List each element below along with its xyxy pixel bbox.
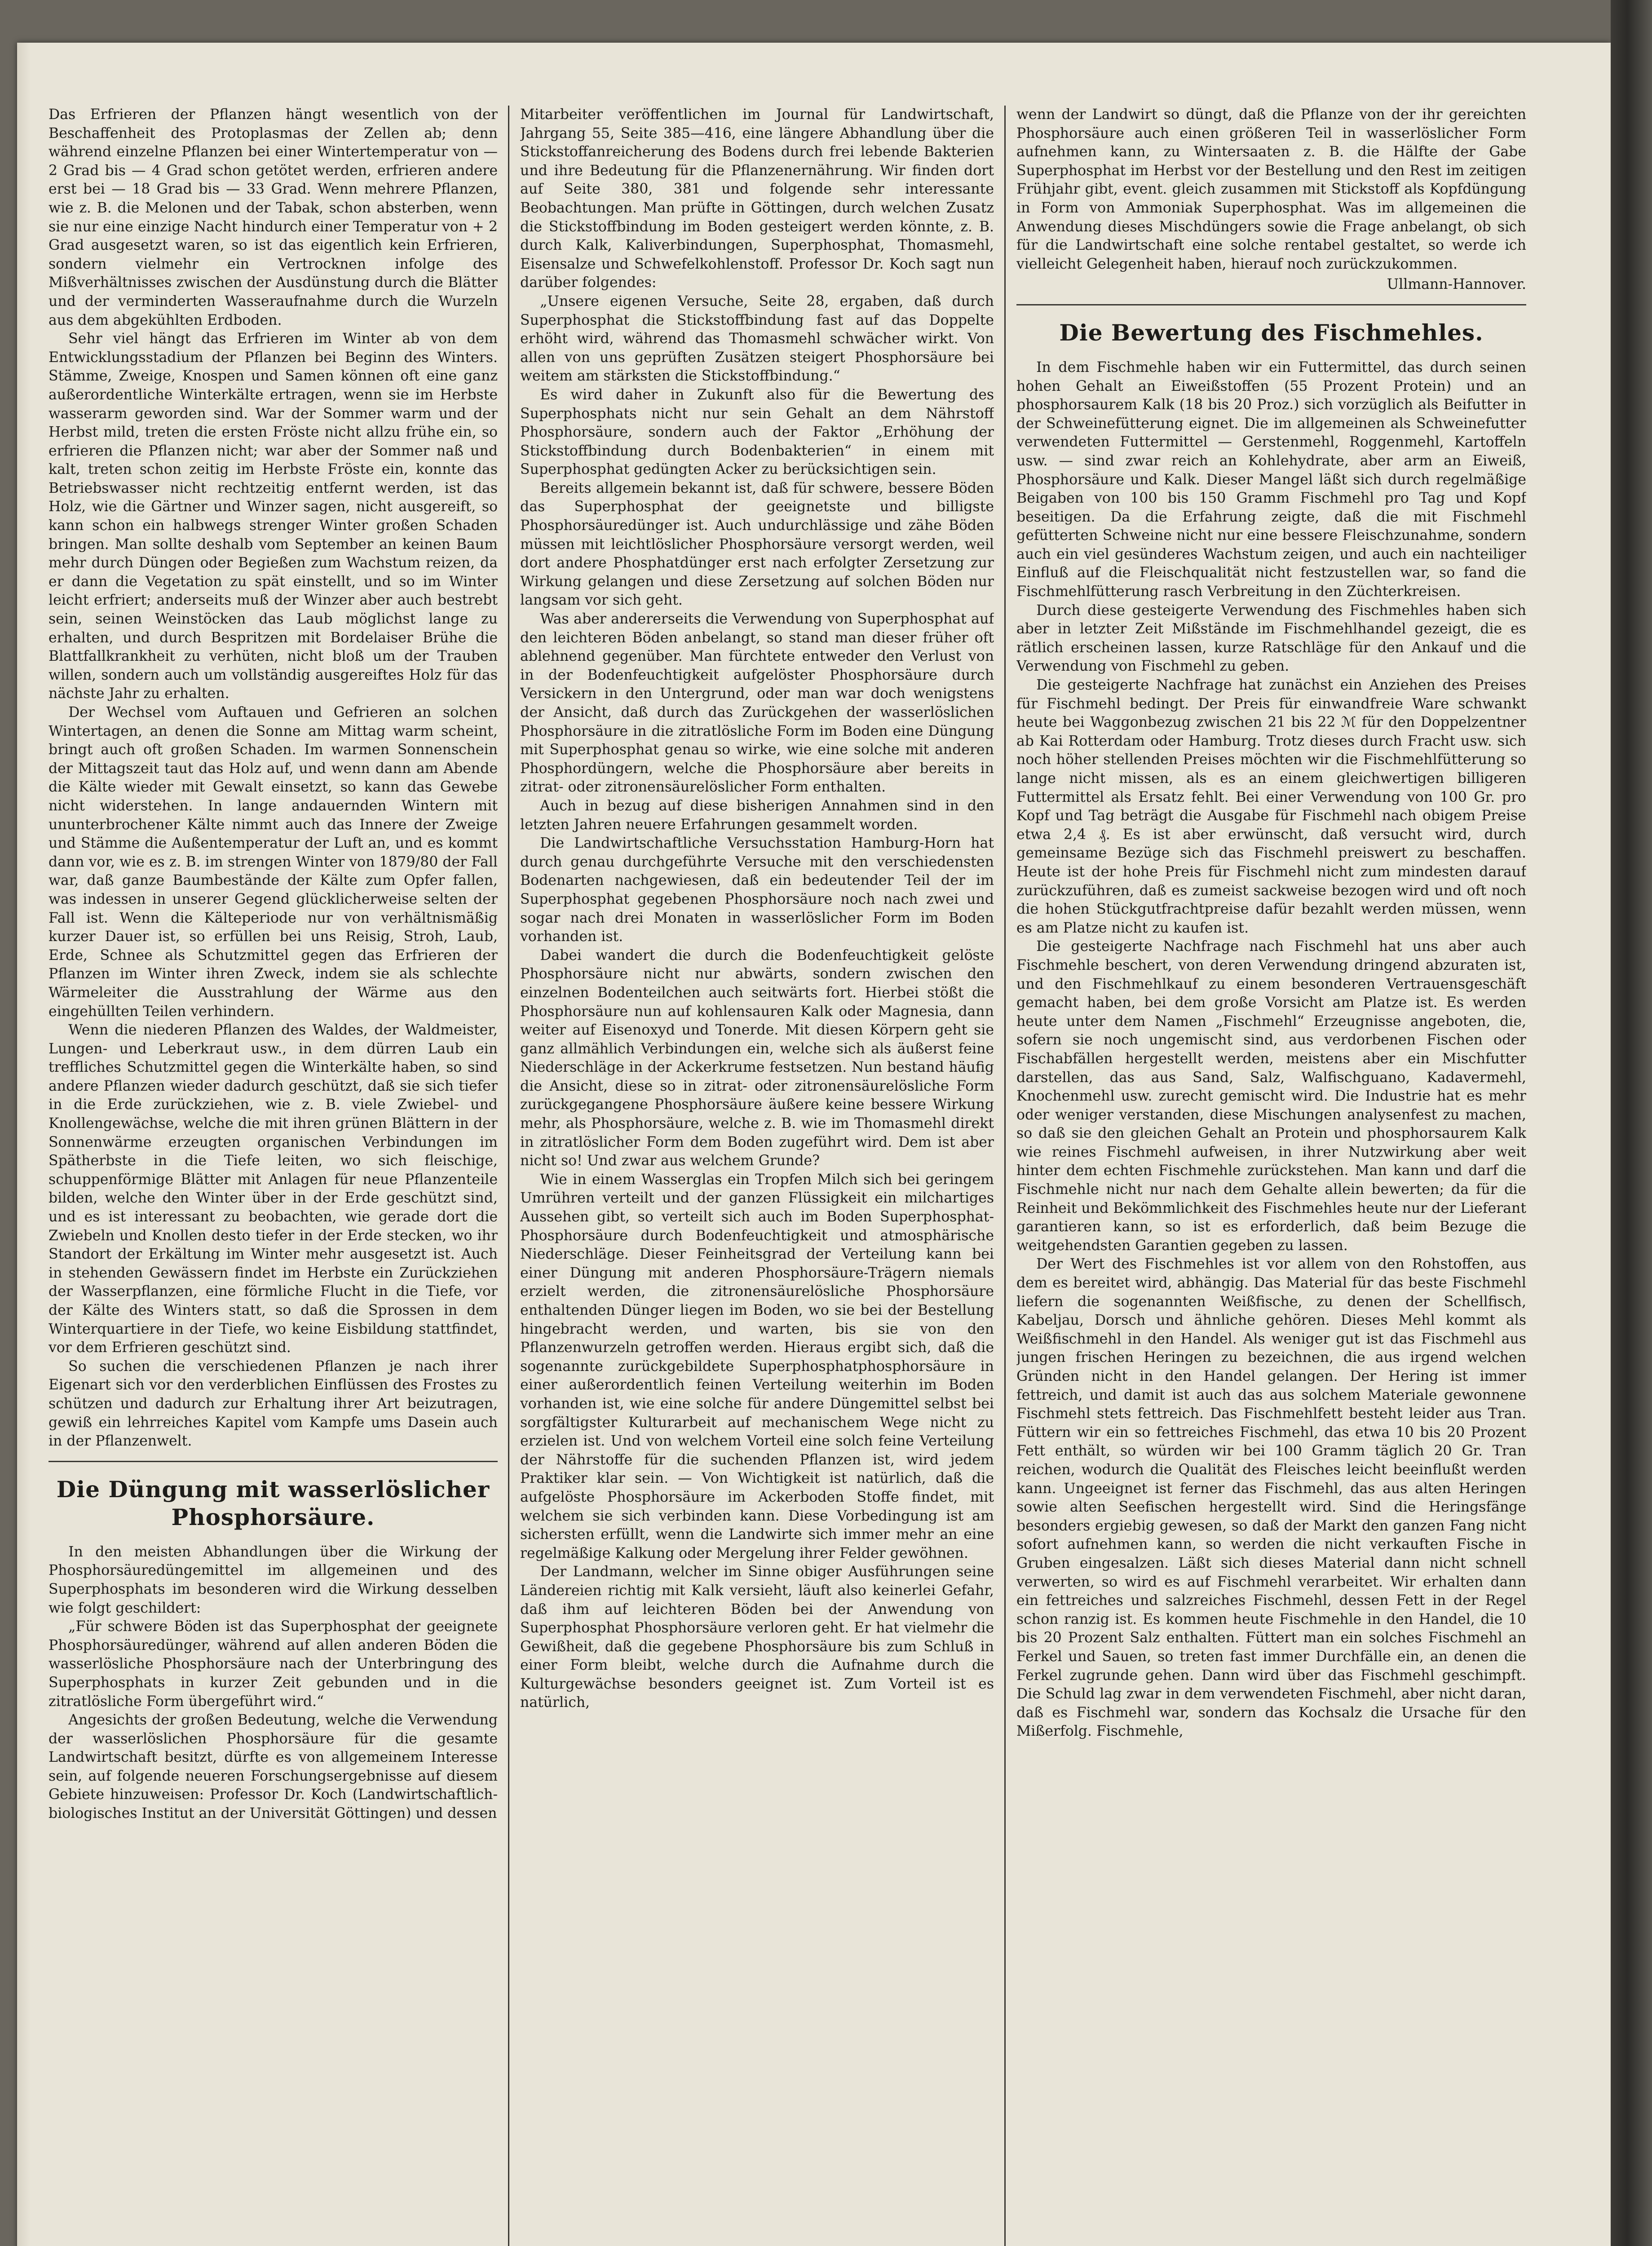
paragraph: wenn der Landwirt so düngt, daß die Pflanze von der ihr gereichten Phosphorsäure auch einen größeren Teil in wasserlöslicher Form aufnehmen kann, zu Wintersaaten z. B. die Hälfte der Gabe Superphosphat im Herbst vor der Bestellung und den Rest im zeitigen Frühjahr gibt, event. gleich zusammen mit Stickstoff als Kopfdüngung in Form von Ammoniak Superphosphat. Was im allgemeinen die Anwendung dieses Mischdüngers sowie die Frage anbelangt, ob sich für die Landwirtschaft eine solche rentabel gestaltet, so werde ich vielleicht Gelegenheit haben, hierauf noch zurückzukommen. <box>1016 106 1526 272</box>
paragraph: Auch in bezug auf diese bisherigen Annahmen sind in den letzten Jahren neuere Erfahrungen gesammelt worden. <box>520 797 994 833</box>
paragraph: So suchen die verschiedenen Pflanzen je nach ihrer Eigenart sich vor den verderblichen Einflüssen des Frostes zu schützen und dadurch zur Erhaltung ihrer Art beizutragen, gewiß ein lehrreiches Kapitel vom Kampfe ums Dasein auch in der Pflanzenwelt. <box>49 1358 498 1450</box>
paragraph: Der Landmann, welcher im Sinne obiger Ausführungen seine Ländereien richtig mit Kalk versieht, läuft also keinerlei Gefahr, daß ihm auf leichteren Böden bei der Anwendung von Superphosphat Phosphorsäure verloren geht. Er hat vielmehr die Gewißheit, daß die gegebene Phosphorsäure bis zum Schluß in einer Form bleibt, welche durch die Aufnahme durch die Kulturgewächse besonders geeignet ist. Zum Vorteil ist es natürlich, <box>520 1564 994 1711</box>
paragraph: Der Wechsel vom Auftauen und Gefrieren an solchen Wintertagen, an denen die Sonne am Mittag warm scheint, bringt auch oft großen Schaden. Im warmen Sonnenschein der Mittagszeit taut das Holz auf, und wenn dann am Abende die Kälte wieder mit Gewalt einsetzt, so kann das Gewebe nicht widerstehen. In lange andauernden Wintern mit ununterbrochener Kälte nimmt auch das Innere der Zweige und Stämme die Außentemperatur der Luft an, und es kommt dann vor, wie es z. B. im strengen Winter von 1879/80 der Fall war, daß ganze Baumbestände der Kälte zum Opfer fallen, was indessen in unserer Gegend glücklicherweise selten der Fall ist. Wenn die Kälteperiode nur von verhältnismäßig kurzer Dauer ist, so erfüllen bei uns Reisig, Stroh, Laub, Erde, Schnee als Schutzmittel gegen das Erfrieren der Pflanzen im Winter ihren Zweck, indem sie als schlechte Wärmeleiter die Ausstrahlung der Wärme aus den eingehüllten Teilen verhindern. <box>49 704 498 1020</box>
paragraph: Was aber andererseits die Verwendung von Superphosphat auf den leichteren Böden anbelangt, so stand man dieser früher oft ablehnend gegenüber. Man fürchtete entweder den Verlust von in der Bodenfeuchtigkeit aufgelöster Phosphorsäure durch Versickern in den Untergrund, oder man war doch wenigstens der Ansicht, daß durch das Zurückgehen der wasserlöslichen Phosphorsäure in die zitratlösliche Form im Boden eine Düngung mit Superphosphat genau so wirke, wie eine solche mit anderen Phosphordüngern, welche die Phosphorsäure aber bereits in zitrat- oder zitronensäurelöslicher Form enthalten. <box>520 611 994 796</box>
paragraph: Mitarbeiter veröffentlichen im Journal für Landwirtschaft, Jahrgang 55, Seite 385—416, eine längere Abhandlung über die Stickstoffanreicherung des Bodens durch frei lebende Bakterien und ihre Bedeutung für die Pflanzenernährung. Wir finden dort auf Seite 380, 381 und folgende sehr interessante Beobachtungen. Man prüfte in Göttingen, durch welchen Zusatz die Stickstoffbindung im Boden gesteigert werden könnte, z. B. durch Kalk, Kaliverbindungen, Superphosphat, Thomasmehl, Eisensalze und Schwefelkohlenstoff. Professor Dr. Koch sagt nun darüber folgendes: <box>520 106 994 291</box>
paragraph: In dem Fischmehle haben wir ein Futtermittel, das durch seinen hohen Gehalt an Eiweißstoffen (55 Prozent Protein) und an phosphorsaurem Kalk (18 bis 20 Proz.) sich vorzüglich als Beifutter in der Schweinefütterung eignet. Die im allgemeinen als Schweinefutter verwendeten Futtermittel — Gerstenmehl, Roggenmehl, Kartoffeln usw. — sind zwar reich an Kohlehydrate, aber arm an Eiweiß, Phosphorsäure und Kalk. Dieser Mangel läßt sich durch regelmäßige Beigaben von 100 bis 150 Gramm Fischmehl pro Tag und Kopf beseitigen. Da die Erfahrung zeigte, daß die mit Fischmehl gefütterten Schweine nicht nur eine bessere Fleischzunahme, sondern auch ein viel gesünderes Wachstum zeigen, und auch ein nachteiliger Einfluß auf die Fleischqualität nicht festzustellen war, so fand die Fischmehlfütterung rasch Verbreitung in den Züchterkreisen. <box>1016 359 1526 600</box>
paragraph: Sehr viel hängt das Erfrieren im Winter ab von dem Entwicklungsstadium der Pflanzen bei Beginn des Winters. Stämme, Zweige, Knospen und Samen können oft eine ganz außerordentliche Winterkälte ertragen, wenn sie im Herbste wasserarm geworden sind. War der Sommer warm und der Herbst mild, treten die ersten Fröste nicht allzu frühe ein, so erfrieren die Pflanzen nicht; war aber der Sommer naß und kalt, treten schon zeitig im Herbste Fröste ein, konnte das Betriebswasser nicht rechtzeitig entfernt werden, ist das Holz, wie die Gärtner und Winzer sagen, nicht ausgereift, so kann schon ein halbwegs strenger Winter großen Schaden bringen. Man sollte deshalb vom September an keinen Baum mehr durch Düngen oder Begießen zum Wachstum reizen, da er dann die Vegetation zu spät einstellt, und so im Winter leicht erfriert; anderseits muß der Winzer aber auch bestrebt sein, seinen Weinstöcken das Laub möglichst lange zu erhalten, und durch Bespritzen mit Bordelaiser Brühe die Blattfallkrankheit zu verhüten, nicht bloß um der Trauben willen, sondern auch um vollständig ausgereiftes Holz für das nächste Jahr zu erhalten. <box>49 331 498 702</box>
paragraph: Es wird daher in Zukunft also für die Bewertung des Superphosphats nicht nur sein Gehalt an dem Nährstoff Phosphorsäure, sondern auch der Faktor „Erhöhung der Stickstoffbindung durch Bodenbakterien“ in einem mit Superphosphat gedüngten Acker zu berücksichtigen sein. <box>520 386 994 478</box>
paragraph: Wie in einem Wasserglas ein Tropfen Milch sich bei geringem Umrühren verteilt und der ganzen Flüssigkeit ein milchartiges Aussehen gibt, so verteilt sich auch im Boden Superphosphat-Phosphorsäure durch Bodenfeuchtigkeit und atmosphärische Niederschläge. Dieser Feinheitsgrad der Verteilung kann bei einer Düngung mit anderen Phosphorsäure-Trägern niemals erzielt werden, die zitronensäurelösliche Phosphorsäure enthaltenden Dünger liegen im Boden, wo sie bei der Bestellung hingebracht werden, und warten, bis sie von den Pflanzenwurzeln getroffen werden. Hieraus ergibt sich, daß die sogenannte zurückgebildete Superphosphatphosphorsäure in einer außerordentlich feinen Verteilung weiterhin im Boden vorhanden ist, wie eine solche für andere Düngemittel selbst bei sorgfältigster Kulturarbeit auf mechanischem Wege nicht zu erzielen ist. Und von welchem Vorteil eine solch feine Verteilung der Nährstoffe für die suchenden Pflanzen ist, wird jedem Praktiker klar sein. — Von Wichtigkeit ist natürlich, daß die aufgelöste Phosphorsäure im Ackerboden Stoffe findet, mit welchem sie sich verbinden kann. Diese Vorbedingung ist am sichersten erfüllt, wenn die Landwirte sich immer mehr an eine regelmäßige Kalkung oder Mergelung ihrer Felder gewöhnen. <box>520 1171 994 1561</box>
quote-paragraph: „Unsere eigenen Versuche, Seite 28, ergaben, daß durch Superphosphat die Stickstoffbindung fast auf das Doppelte erhöht wird, während das Thomasmehl schwächer wirkt. Von allen von uns geprüften Zusätzen steigert Phosphorsäure bei weitem am stärksten die Stickstoffbindung.“ <box>520 293 994 385</box>
column-left <box>49 106 498 2246</box>
newspaper-page <box>17 43 1611 2246</box>
paragraph: Das Erfrieren der Pflanzen hängt wesentlich von der Beschaffenheit des Protoplasmas der Zellen ab; denn während einzelne Pflanzen bei einer Wintertemperatur von — 2 Grad bis — 4 Grad schon getötet werden, erfrieren andere erst bei — 18 Grad bis — 33 Grad. Wenn mehrere Pflanzen, wie z. B. die Melonen und der Tabak, schon absterben, wenn sie nur eine einzige Nacht hindurch einer Temperatur von + 2 Grad ausgesetzt waren, so ist das eigentlich kein Erfrieren, sondern vielmehr ein Vertrocknen infolge des Mißverhältnisses zwischen der Ausdünstung durch die Blätter und der verminderten Wasseraufnahme durch die Wurzeln aus dem abgekühlten Erdboden. <box>49 106 498 328</box>
page-spine <box>17 43 31 2246</box>
article-divider <box>49 1461 498 1462</box>
paragraph: Durch diese gesteigerte Verwendung des Fischmehles haben sich aber in letzter Zeit Mißstände im Fischmehlhandel gezeigt, die es rätlich erscheinen lassen, kurze Ratschläge für den Ankauf und die Verwendung von Fischmehl zu geben. <box>1016 602 1526 675</box>
paragraph: Dabei wandert die durch die Bodenfeuchtigkeit gelöste Phosphorsäure nicht nur abwärts, sondern zwischen den einzelnen Bodenteilchen auch seitwärts fort. Hierbei stößt die Phosphorsäure nun auf kohlensauren Kalk oder Magnesia, dann weiter auf Eisenoxyd und Tonerde. Mit diesen Körpern geht sie ganz allmählich Verbindungen ein, welche sich als äußerst feine Niederschläge in der Ackerkrume festsetzen. Nun bestand häufig die Ansicht, diese so in zitrat- oder zitronensäurelösliche Form zurückgegangene Phosphorsäure äußere keine bessere Wirkung mehr, als Phosphorsäure, welche z. B. wie im Thomasmehl direkt in zitratlöslicher Form dem Boden zugeführt wird. Dem ist aber nicht so! Und zwar aus welchem Grunde? <box>520 947 994 1169</box>
quote-paragraph: „Für schwere Böden ist das Superphosphat der geeignete Phosphorsäuredünger, während auf allen anderen Böden die wasserlösliche Phosphorsäure nach der Unterbringung des Superphosphats in kurzer Zeit gebunden und in die zitratlösliche Form übergeführt wird.“ <box>49 1618 498 1710</box>
author-signature: Ullmann-Hannover. <box>1387 276 1526 293</box>
paragraph: Angesichts der großen Bedeutung, welche die Verwendung der wasserlöslichen Phosphorsäure für die gesamte Landwirtschaft besitzt, dürfte es von allgemeinem Interesse sein, auf folgende neueren Forschungsergebnisse auf diesem Gebiete hinzuweisen: Professor Dr. Koch (Landwirtschaftlich-biologisches Institut an der Universität Göttingen) und dessen <box>49 1712 498 1822</box>
article-headline: Die Bewertung des Fischmehles. <box>1059 319 1484 346</box>
article-headline: Die Düngung mit wasserlöslicher Phosphorsäure. <box>56 1476 490 1530</box>
paragraph: Die Landwirtschaftliche Versuchsstation Hamburg-Horn hat durch genau durchgeführte Versuche mit den verschiedensten Bodenarten nachgewiesen, daß ein bedeutender Teil der im Superphosphat gegebenen Phosphorsäure noch nach zwei und sogar nach drei Monaten in wasserlöslicher Form im Boden vorhanden ist. <box>520 835 994 945</box>
paragraph: Der Wert des Fischmehles ist vor allem von den Rohstoffen, aus dem es bereitet wird, abhängig. Das Material für das beste Fischmehl liefern die sogenannten Weißfische, zu denen der Schellfisch, Kabeljau, Dorsch und ähnliche gehören. Dieses Mehl kommt als Weißfischmehl in den Handel. Als weniger gut ist das Fischmehl aus jungen frischen Heringen zu bezeichnen, die aus irgend welchen Gründen nicht in den Handel gelangen. Der Hering ist immer fettreich, und damit ist auch das aus solchem Materiale gewonnene Fischmehl stets fettreich. Das Fischmehlfett besteht leider aus Tran. Füttern wir ein so fettreiches Fischmehl, das etwa 10 bis 20 Prozent Fett enthält, so würden wir bei 100 Gramm täglich 20 Gr. Tran reichen, wodurch die Qualität des Fleisches leicht beeinflußt werden kann. Ungeeignet ist ferner das Fischmehl, das aus alten Heringen sowie alten Seefischen hergestellt wird. Sind die Heringsfänge besonders ergiebig gewesen, so daß der Markt den ganzen Fang nicht sofort aufnehmen kann, so werden die nicht verkauften Fische in Gruben eingesalzen. Läßt sich dieses Material dann nicht schnell verwerten, so wird es auf Fischmehl verarbeitet. Wir erhalten dann ein fettreiches und salzreiches Fischmehl, dessen Fett in der Regel schon ranzig ist. Es kommen heute Fischmehle in den Handel, die 10 bis 20 Prozent Salz enthalten. Füttert man ein solches Fischmehl an Ferkel und Sauen, so treten fast immer Durchfälle ein, an denen die Ferkel zugrunde gehen. Dann wird über das Fischmehl geschimpft. Die Schuld lag zwar in dem verwendeten Fischmehl, aber nicht daran, daß es Fischmehl war, sondern das Kochsalz die Ursache für den Mißerfolg. Fischmehle, <box>1016 1256 1526 1740</box>
paragraph: In den meisten Abhandlungen über die Wirkung der Phosphorsäuredüngemittel im allgemeinen und des Superphosphats im besonderen wird die Wirkung desselben wie folgt geschildert: <box>49 1543 498 1616</box>
paragraph: Bereits allgemein bekannt ist, daß für schwere, bessere Böden das Superphosphat der geeignetste und billigste Phosphorsäuredünger ist. Auch undurchlässige und zähe Böden müssen mit leichtlöslicher Phosphorsäure versorgt werden, weil dort andere Phosphatdünger erst nach erfolgter Zersetzung zur Wirkung gelangen und diese Zersetzung auf solchen Böden nur langsam vor sich geht. <box>520 480 994 609</box>
paragraph: Wenn die niederen Pflanzen des Waldes, der Waldmeister, Lungen- und Leberkraut usw., in dem dürren Laub ein treffliches Schutzmittel gegen die Winterkälte haben, so sind andere Pflanzen wieder dadurch geschützt, daß sie sich tiefer in die Erde zurückziehen, wie z. B. viele Zwiebel- und Knollengewächse, welche die mit ihren grünen Blättern in der Sonnenwärme erzeugten organischen Verbindungen im Spätherbste in die Tiefe leiten, wo sich fleischige, schuppenförmige Blätter mit Anlagen für neue Pflanzenteile bilden, welche den Winter über in der Erde geschützt sind, und es ist interessant zu beobachten, wie gerade dort die Zwiebeln und Knollen desto tiefer in der Erde stecken, wo ihr Standort der Erkältung im Winter mehr ausgesetzt ist. Auch in stehenden Gewässern findet im Herbste ein Zurückziehen der Wasserpflanzen, eine förmliche Flucht in die Tiefe, vor der Kälte des Winters statt, so daß die Sprossen in dem Winterquartiere in der Tiefe, wo keine Eisbildung stattfindet, vor dem Erfrieren geschützt sind. <box>49 1022 498 1356</box>
paragraph: Die gesteigerte Nachfrage nach Fischmehl hat uns aber auch Fischmehle beschert, von deren Verwendung dringend abzuraten ist, und den Fischmehlkauf zu einem besonderen Vertrauensgeschäft gemacht haben, bei dem große Vorsicht am Platze ist. Es werden heute unter dem Namen „Fischmehl“ Erzeugnisse angeboten, die, sofern sie noch ungemischt sind, aus verdorbenen Fischen oder Fischabfällen hergestellt werden, meistens aber ein Mischfutter darstellen, das aus Sand, Salz, Walfischguano, Kadavermehl, Knochenmehl usw. zurecht gemischt wird. Die Industrie hat es mehr oder weniger verstanden, diese Mischungen analysenfest zu machen, so daß sie den gleichen Gehalt an Protein und phosphorsaurem Kalk wie reines Fischmehl aufweisen, in ihrer Nutzwirkung aber weit hinter dem echten Fischmehle zurückstehen. Man kann und darf die Fischmehle nicht nur nach dem Gehalte allein bewerten; da für die Reinheit und Bekömmlichkeit des Fischmehles heute nur der Lieferant garantieren kann, so ist es erforderlich, daß beim Bezuge die weitgehendsten Garantien gegeben zu lassen. <box>1016 938 1526 1254</box>
column-rule <box>1004 106 1006 2246</box>
article-divider <box>1016 304 1526 305</box>
paragraph: Die gesteigerte Nachfrage hat zunächst ein Anziehen des Preises für Fischmehl bedingt. Der Preis für einwandfreie Ware schwankt heute bei Waggonbezug zwischen 21 bis 22 ℳ für den Doppelzentner ab Kai Rotterdam oder Hamburg. Trotz dieses durch Fracht usw. sich noch höher stellenden Preises möchten wir die Fischmehlfütterung so lange nicht missen, als es an einem gleichwertigen billigeren Futtermittel als Ersatz fehlt. Bei einer Verwendung von 100 Gr. pro Kopf und Tag beträgt die Ausgabe für Fischmehl nach obigem Preise etwa 2,4 ₰. Es ist aber erwünscht, daß versucht wird, durch gemeinsame Bezüge sich das Fischmehl preiswert zu beschaffen. Heute ist der hohe Preis für Fischmehl nicht zum mindesten darauf zurückzuführen, daß es zumeist sackweise bezogen wird und oft noch die hohen Stückgutfrachtpreise dafür bezahlt werden müssen, wenn es am Platze nicht zu kaufen ist. <box>1016 677 1526 936</box>
column-rule <box>508 106 509 2246</box>
column-right <box>1016 106 1526 2246</box>
book-edge <box>1611 0 1652 2246</box>
column-middle <box>520 106 994 2246</box>
